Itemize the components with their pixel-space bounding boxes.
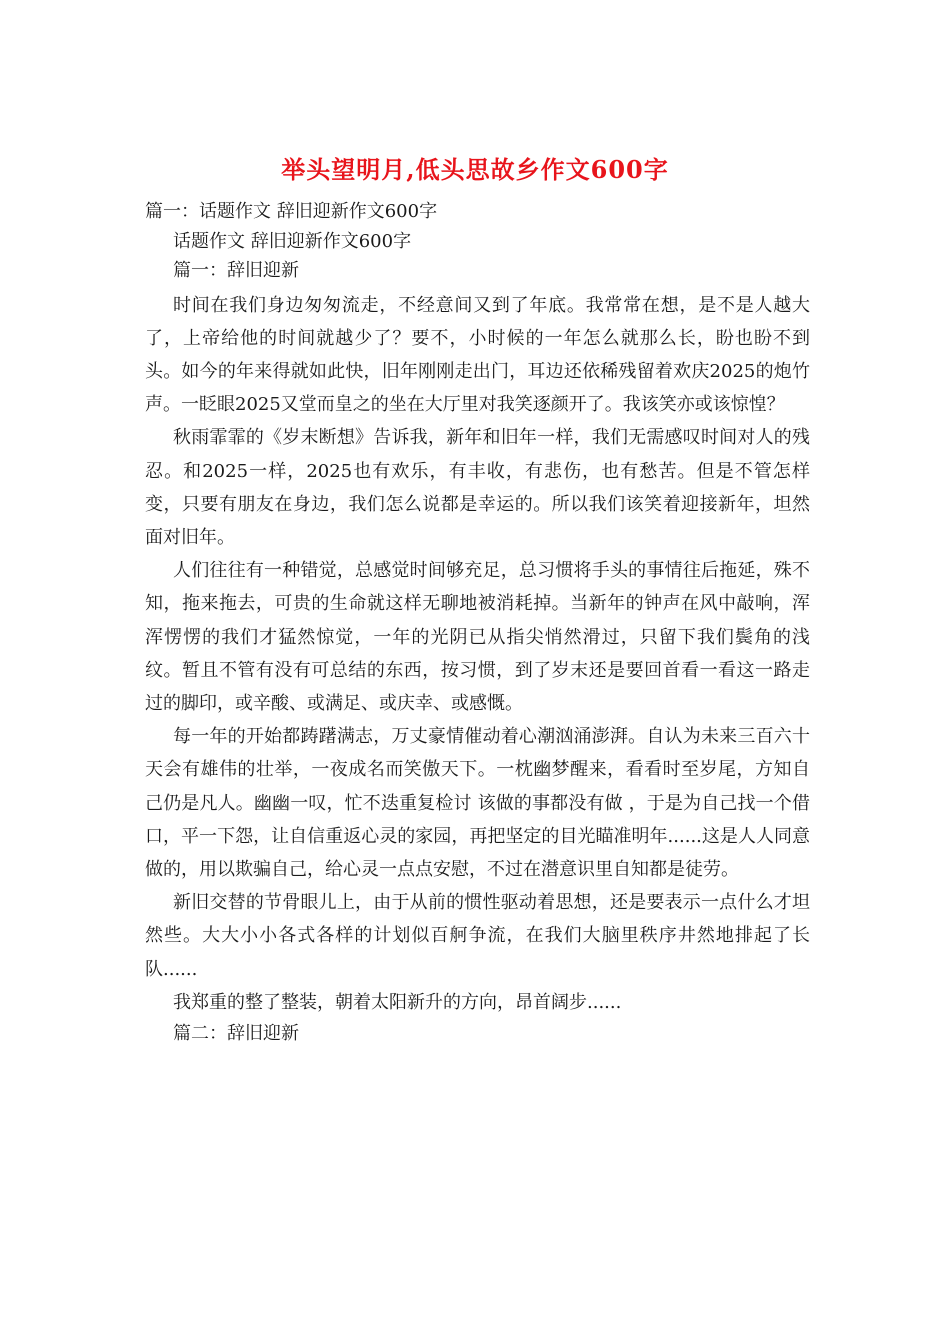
document-body xyxy=(145,197,810,1048)
document-title: 举头望明月,低头思故乡作文600字 xyxy=(281,155,669,184)
paragraph: 时间在我们身边匆匆流走，不经意间又到了年底。我常常在想，是不是人越大了，上帝给他的时间就越少了？要不，小时候的一年怎么就那么长，盼也盼不到头。如今的年来得就如此快，旧年刚刚走出门，耳边还依稀残留着欢庆2025的炮竹声。一眨眼2025又堂而皇之的坐在大厅里对我笑逐颜开了。我该笑亦或该惊惶？ xyxy=(145,294,810,416)
paragraph: 每一年的开始都踌躇满志，万丈豪情催动着心潮汹涌澎湃。自认为未来三百六十天会有雄伟的壮举，一夜成名而笑傲天下。一枕幽梦醒来，看看时至岁尾，方知自己仍是凡人。幽幽一叹，忙不迭重复检讨 该做的事都没有做 ，于是为自己找一个借口，平一下怨，让自信重返心灵的家园，再把坚定的目光瞄准明年......这是人人同意做的，用以欺骗自己，给心灵一点点安慰，不过在潜意识里自知都是徒劳。 xyxy=(145,726,810,880)
paragraph: 新旧交替的节骨眼儿上，由于从前的惯性驱动着思想，还是要表示一点什么才坦然些。大大小小各式各样的计划似百舸争流，在我们大脑里秩序井然地排起了长队...... xyxy=(145,892,810,980)
subtitle-line: 话题作文 辞旧迎新作文600字 xyxy=(173,230,412,252)
paragraph: 人们往往有一种错觉，总感觉时间够充足，总习惯将手头的事情往后拖延，殊不知，拖来拖去，可贵的生命就这样无聊地被消耗掉。当新年的钟声在风中敲响，浑浑愣愣的我们才猛然惊觉，一年的光阴已从指尖悄然滑过，只留下我们鬓角的浅纹。暂且不管有没有可总结的东西，按习惯，到了岁末还是要回首看一看这一路走过的脚印，或辛酸、或满足、或庆幸、或感慨。 xyxy=(145,560,810,714)
paragraph: 我郑重的整了整装，朝着太阳新升的方向，昂首阔步...... xyxy=(173,991,622,1013)
paragraph: 秋雨霏霏的《岁末断想》告诉我，新年和旧年一样，我们无需感叹时间对人的残忍。和2025一样，2025也有欢乐，有丰收，有悲伤，也有愁苦。但是不管怎样变，只要有朋友在身边，我们怎么说都是幸运的。所以我们该笑着迎接新年，坦然面对旧年。 xyxy=(145,427,810,548)
header-line: 篇一：话题作文 辞旧迎新作文600字 xyxy=(145,201,438,222)
section-heading-1: 篇一：辞旧迎新 xyxy=(173,260,299,281)
section-heading-2: 篇二：辞旧迎新 xyxy=(173,1022,299,1044)
